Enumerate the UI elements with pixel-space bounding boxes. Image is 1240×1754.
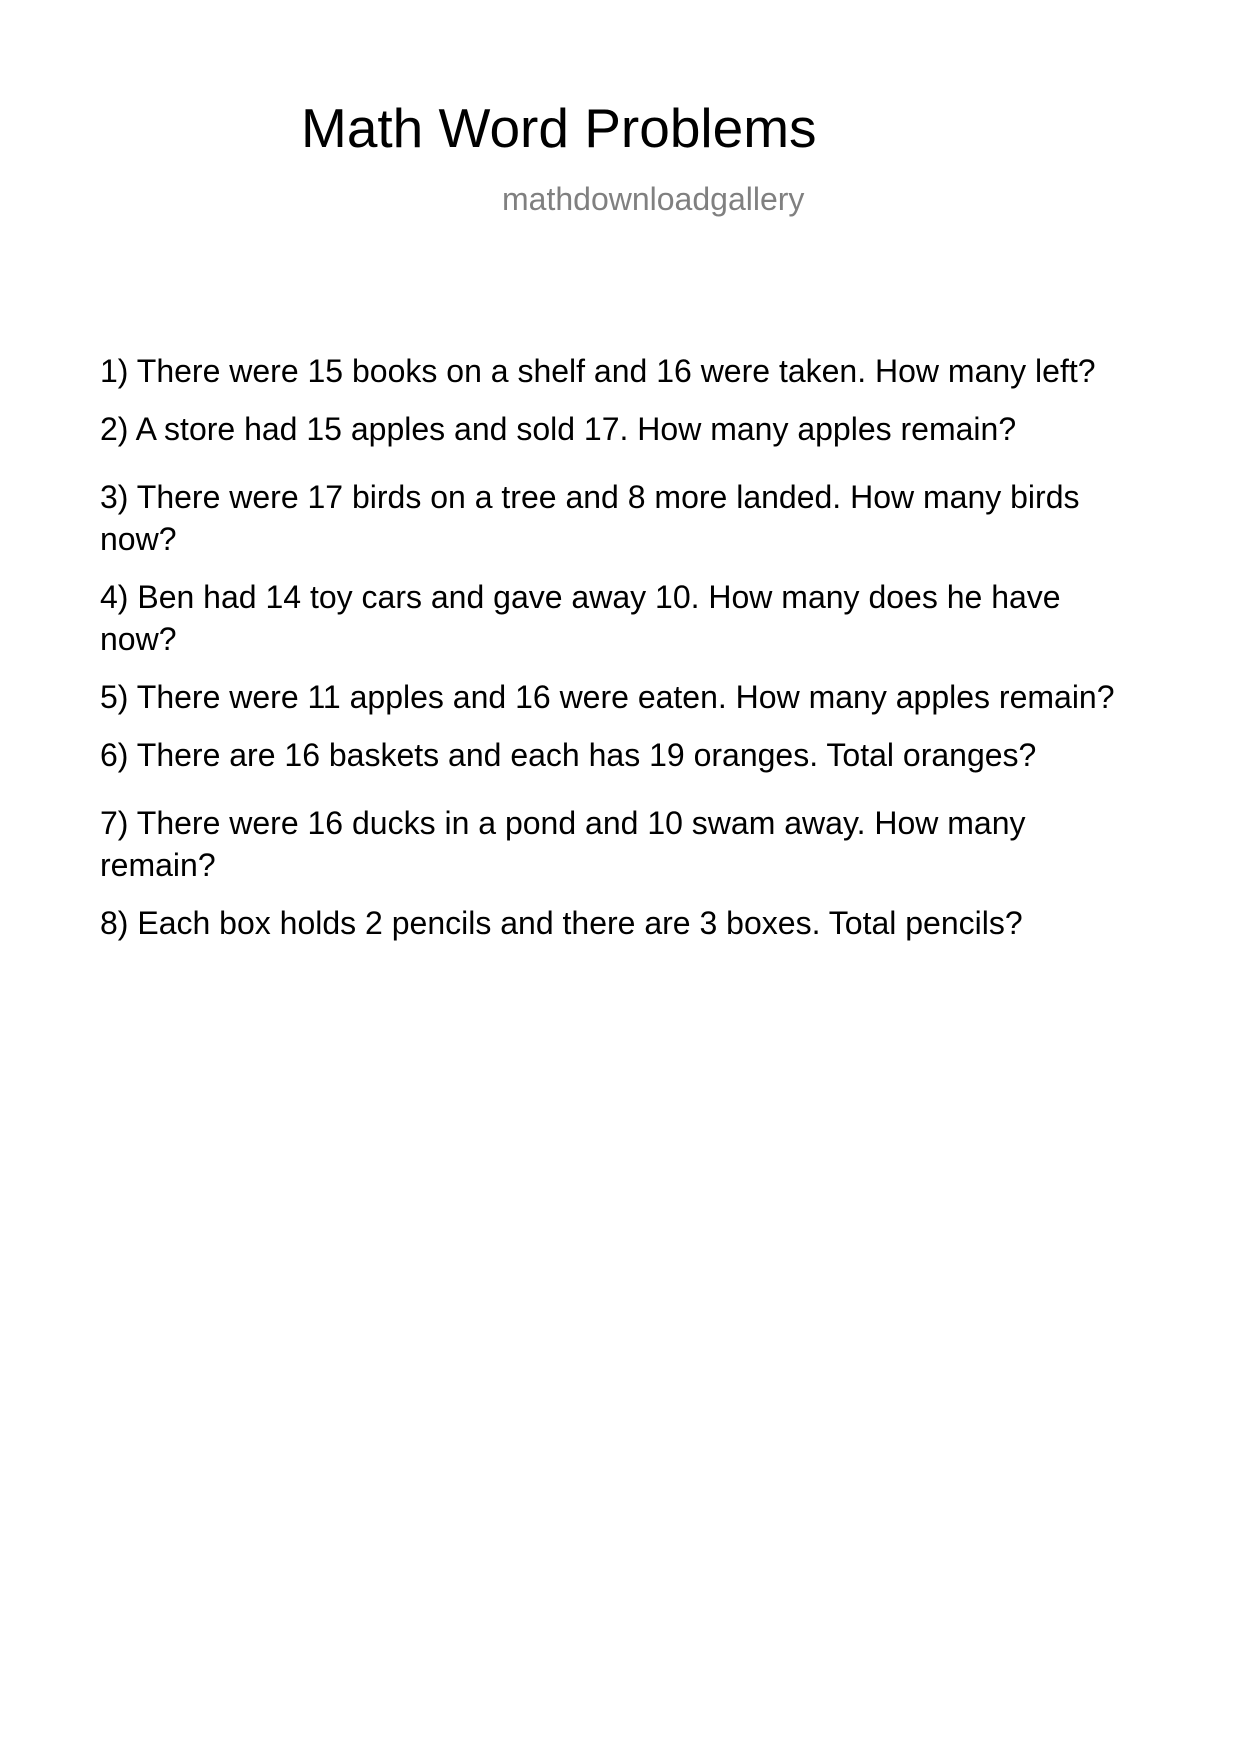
problem-item: 8) Each box holds 2 pencils and there are 3 boxes. Total pencils? [100, 905, 1023, 941]
problem-item: 3) There were 17 birds on a tree and 8 more landed. How many birds now? [100, 479, 1080, 557]
problem-item: 7) There were 16 ducks in a pond and 10 swam away. How many remain? [100, 805, 1026, 883]
problem-item: 4) Ben had 14 toy cars and gave away 10. How many does he have now? [100, 579, 1061, 657]
page-subtitle: mathdownloadgallery [502, 181, 805, 217]
problem-item: 2) A store had 15 apples and sold 17. How many apples remain? [100, 411, 1017, 447]
problem-item: 1) There were 15 books on a shelf and 16 were taken. How many left? [100, 353, 1096, 389]
page-title: Math Word Problems [301, 97, 817, 159]
problem-item: 6) There are 16 baskets and each has 19 oranges. Total oranges? [100, 737, 1037, 773]
problem-list [100, 350, 1140, 944]
problem-item: 5) There were 11 apples and 16 were eaten. How many apples remain? [100, 679, 1115, 715]
